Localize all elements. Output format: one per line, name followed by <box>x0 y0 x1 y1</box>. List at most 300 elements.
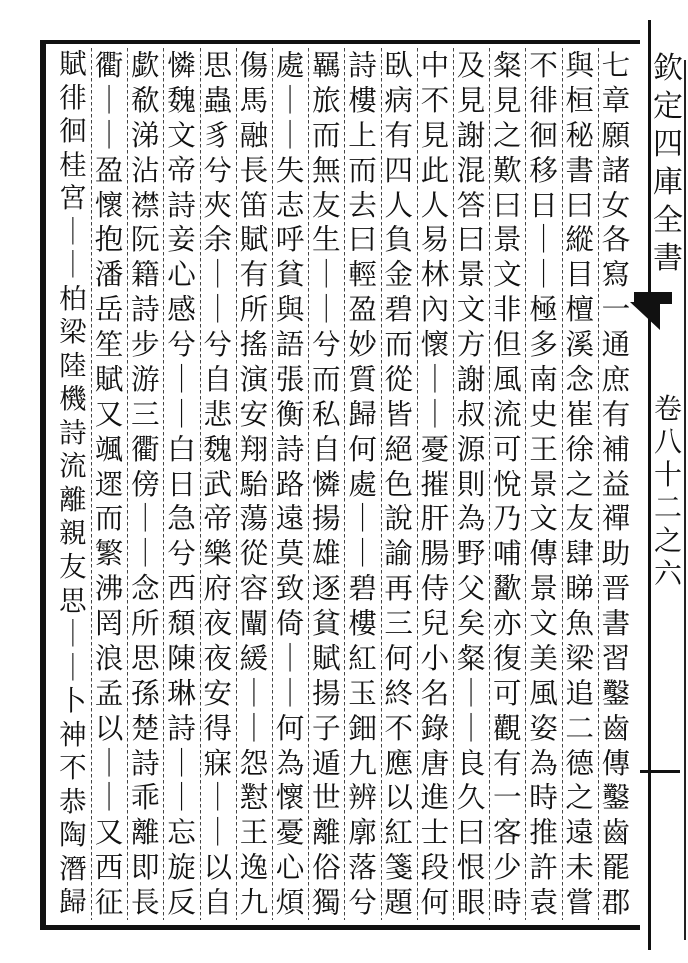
text-char: 補 <box>601 431 631 466</box>
text-char: 遁 <box>311 745 341 780</box>
text-char: 負 <box>384 222 413 257</box>
text-char: 衢 <box>94 48 124 82</box>
text-char: 遝 <box>94 466 124 501</box>
text-char: 語 <box>275 327 305 361</box>
text-char: 魏 <box>203 431 232 466</box>
text-char: 友 <box>59 550 87 583</box>
text-char: 楚 <box>130 710 160 745</box>
text-char: 益 <box>601 466 631 501</box>
text-char: ｜ <box>239 710 269 745</box>
text-char: 見 <box>492 82 522 117</box>
text-char: 蟲 <box>203 82 232 117</box>
text-char: 賦 <box>59 48 87 80</box>
text-char: 魚 <box>565 606 594 640</box>
label-char: 書 <box>653 241 683 276</box>
text-char: 德 <box>565 745 594 780</box>
text-char: 見 <box>456 82 486 117</box>
text-char: 憂 <box>420 431 450 466</box>
text-char: 史 <box>529 396 558 431</box>
text-char: 曰 <box>565 187 594 222</box>
text-char: 恨 <box>456 850 486 885</box>
text-char: 嘗 <box>565 885 594 919</box>
text-char: 流 <box>59 450 87 483</box>
text-char: 得 <box>203 710 232 745</box>
text-char: 沸 <box>94 571 124 606</box>
text-char: 馬 <box>239 82 269 117</box>
text-char: 諭 <box>384 536 413 571</box>
text-char: 詩 <box>167 187 196 222</box>
text-char: 通 <box>601 327 631 361</box>
text-char: 庶 <box>601 361 631 396</box>
text-char: 自 <box>311 431 341 466</box>
text-char: 傍 <box>130 466 160 501</box>
text-char: 所 <box>239 292 269 327</box>
text-char: 謝 <box>456 361 486 396</box>
text-char: 多 <box>529 327 558 361</box>
text-char: 不 <box>59 752 87 785</box>
text-char: 玉 <box>348 675 377 710</box>
text-char: 孫 <box>130 675 160 710</box>
text-char: 張 <box>275 361 305 396</box>
text-char: 兮 <box>348 885 377 919</box>
text-char: 生 <box>311 222 341 257</box>
text-char: 悲 <box>203 396 232 431</box>
label-char: 六 <box>653 557 682 590</box>
text-char: 但 <box>492 327 522 361</box>
text-char: ｜ <box>239 675 269 710</box>
text-char: 俗 <box>311 850 341 885</box>
text-char: 兮 <box>203 152 232 187</box>
text-char: 陸 <box>59 349 87 382</box>
text-char: 風 <box>492 361 522 396</box>
text-char: 莫 <box>275 536 305 571</box>
text-char: 寐 <box>203 745 232 780</box>
text-char: 賦 <box>94 361 124 396</box>
text-char: 何 <box>275 710 305 745</box>
text-char: 陳 <box>167 640 196 675</box>
text-char: 心 <box>167 257 196 292</box>
text-char: 文 <box>529 606 558 640</box>
text-char: 肝 <box>420 501 450 536</box>
text-char: 心 <box>275 850 305 885</box>
text-char: 徐 <box>565 431 594 466</box>
text-char: 遠 <box>275 501 305 536</box>
text-char: 觀 <box>492 710 522 745</box>
text-char: 繁 <box>94 536 124 571</box>
text-char: 遠 <box>565 815 594 850</box>
text-char: 人 <box>420 187 450 222</box>
text-char: 輕 <box>348 257 377 292</box>
text-char: 兮 <box>311 327 341 361</box>
text-char: 浪 <box>94 640 124 675</box>
text-char: 征 <box>94 885 124 919</box>
text-char: 寫 <box>601 257 631 292</box>
text-char: 七 <box>601 48 631 82</box>
text-char: 賦 <box>311 640 341 675</box>
text-char: 眼 <box>456 885 486 919</box>
text-char: 襟 <box>130 187 160 222</box>
text-char: 反 <box>167 885 196 919</box>
text-char: 又 <box>94 396 124 431</box>
text-char: 未 <box>565 850 594 885</box>
text-char: 亦 <box>492 606 522 640</box>
text-char: 齒 <box>601 710 631 745</box>
text-char: 可 <box>492 675 522 710</box>
text-char: 為 <box>456 501 486 536</box>
text-char: 詩 <box>167 710 196 745</box>
text-char: ｜ <box>311 292 341 327</box>
text-char: 旋 <box>167 850 196 885</box>
text-char: 欷 <box>130 82 160 117</box>
text-char: 三 <box>384 606 413 640</box>
text-char: ｜ <box>94 117 124 152</box>
text-char: 文 <box>529 501 558 536</box>
label-char: 二 <box>653 491 682 524</box>
text-char: 笛 <box>239 187 269 222</box>
text-char: 叔 <box>456 396 486 431</box>
text-char: 內 <box>420 292 450 327</box>
text-char: 終 <box>384 675 413 710</box>
text-char: 則 <box>456 466 486 501</box>
text-char: 曰 <box>456 222 486 257</box>
text-char: 紅 <box>348 640 377 675</box>
text-char: 自 <box>203 361 232 396</box>
text-char: ｜ <box>130 501 160 536</box>
text-char: 豸 <box>203 117 232 152</box>
text-char: 悅 <box>492 466 522 501</box>
label-char: 十 <box>653 458 682 491</box>
text-char: 復 <box>492 640 522 675</box>
text-char: 思 <box>130 640 160 675</box>
text-char: ｜ <box>420 361 450 396</box>
text-char: 鑿 <box>601 675 631 710</box>
text-char: 景 <box>529 571 558 606</box>
text-char: 以 <box>203 850 232 885</box>
text-char: 野 <box>456 536 486 571</box>
text-char: 雄 <box>311 536 341 571</box>
text-char: 盈 <box>348 292 377 327</box>
text-char: 不 <box>529 48 558 82</box>
text-char: 夾 <box>203 187 232 222</box>
text-char: ｜ <box>59 249 87 282</box>
text-char: 睇 <box>565 571 594 606</box>
text-char: 蕩 <box>239 501 269 536</box>
text-char: 貧 <box>275 257 305 292</box>
text-char: 憐 <box>311 466 341 501</box>
text-char: 為 <box>275 745 305 780</box>
text-char: 緩 <box>239 640 269 675</box>
text-char: 溪 <box>565 327 594 361</box>
text-char: 歸 <box>348 396 377 431</box>
text-char: 神 <box>59 718 87 751</box>
text-char: 帝 <box>203 501 232 536</box>
text-char: 有 <box>492 745 522 780</box>
text-char: 徘 <box>529 82 558 117</box>
text-char: 離 <box>59 483 87 516</box>
text-char: 急 <box>167 501 196 536</box>
text-char: 箋 <box>384 850 413 885</box>
text-char: 碧 <box>384 292 413 327</box>
text-char: ｜ <box>59 651 87 684</box>
text-char: 不 <box>420 82 450 117</box>
text-char: 柏 <box>59 282 87 315</box>
text-char: 徊 <box>529 117 558 152</box>
text-char: 衡 <box>275 396 305 431</box>
text-char: 混 <box>456 152 486 187</box>
text-char: 西 <box>94 850 124 885</box>
text-char: 又 <box>94 815 124 850</box>
text-char: 詩 <box>130 292 160 327</box>
text-char: 崔 <box>565 396 594 431</box>
text-char: 感 <box>167 292 196 327</box>
book-title <box>648 50 688 278</box>
text-char: 林 <box>420 257 450 292</box>
text-char: 源 <box>456 431 486 466</box>
text-char: 書 <box>601 606 631 640</box>
text-char: 倚 <box>275 606 305 640</box>
text-char: 白 <box>167 431 196 466</box>
text-char: 懟 <box>239 780 269 815</box>
text-char: 縱 <box>565 222 594 257</box>
text-char: 兒 <box>420 606 450 640</box>
text-char: 長 <box>239 152 269 187</box>
text-char: ｜ <box>203 292 232 327</box>
text-char: 宮 <box>59 182 87 215</box>
text-char: 友 <box>565 501 594 536</box>
text-char: 離 <box>311 815 341 850</box>
text-char: 文 <box>492 257 522 292</box>
text-char: 孟 <box>94 675 124 710</box>
text-char: 袁 <box>529 885 558 919</box>
text-char: ｜ <box>59 618 87 651</box>
text-char: 余 <box>203 222 232 257</box>
text-char: 桓 <box>565 82 594 117</box>
text-char: 而 <box>348 152 377 187</box>
text-char: 之 <box>492 117 522 152</box>
text-char: 賦 <box>239 222 269 257</box>
text-char: 肆 <box>565 536 594 571</box>
text-char: 沾 <box>130 152 160 187</box>
text-char: 姿 <box>529 710 558 745</box>
text-char: ｜ <box>348 536 377 571</box>
text-char: 一 <box>492 780 522 815</box>
text-char: 思 <box>59 584 87 617</box>
text-char: ｜ <box>456 675 486 710</box>
text-char: 曰 <box>348 222 377 257</box>
text-char: 名 <box>420 675 450 710</box>
text-char: 樓 <box>348 606 377 640</box>
text-char: 絕 <box>384 431 413 466</box>
text-char: 懷 <box>275 780 305 815</box>
text-char: 容 <box>239 571 269 606</box>
text-char: 兮 <box>203 327 232 361</box>
text-char: 傷 <box>239 48 269 82</box>
text-char: 羈 <box>311 48 341 82</box>
text-char: 帝 <box>167 152 196 187</box>
text-char: 見 <box>420 117 450 152</box>
text-char: 步 <box>130 327 160 361</box>
text-char: 罷 <box>601 850 631 885</box>
text-column <box>48 48 98 920</box>
text-char: ｜ <box>275 117 305 152</box>
text-char: 時 <box>492 885 522 919</box>
text-char: 久 <box>456 780 486 815</box>
text-char: 逸 <box>239 850 269 885</box>
text-char: 之 <box>565 466 594 501</box>
text-char: 安 <box>239 396 269 431</box>
label-char: 欽 <box>653 51 683 86</box>
text-char: ｜ <box>94 745 124 780</box>
text-char: 目 <box>565 257 594 292</box>
text-char: 以 <box>94 710 124 745</box>
text-char: 二 <box>565 710 594 745</box>
text-char: 題 <box>384 885 413 919</box>
text-char: 呼 <box>275 222 305 257</box>
text-char: 梁 <box>565 640 594 675</box>
text-char: 上 <box>348 117 377 152</box>
text-char: 傳 <box>529 536 558 571</box>
text-char: 西 <box>167 571 196 606</box>
text-char: 紅 <box>384 815 413 850</box>
text-char: 抱 <box>94 222 124 257</box>
text-char: 段 <box>420 850 450 885</box>
text-char: 徊 <box>59 115 87 148</box>
text-char: 武 <box>203 466 232 501</box>
text-char: 岳 <box>94 292 124 327</box>
text-char: 詩 <box>275 431 305 466</box>
text-char: 少 <box>492 850 522 885</box>
label-char: 八 <box>653 425 682 458</box>
text-char: 從 <box>239 536 269 571</box>
text-char: 去 <box>348 187 377 222</box>
text-char: 客 <box>492 815 522 850</box>
text-char: 無 <box>311 152 341 187</box>
text-char: 颯 <box>94 431 124 466</box>
text-char: 父 <box>456 571 486 606</box>
text-char: 中 <box>420 48 450 82</box>
text-char: 安 <box>203 675 232 710</box>
text-char: 辨 <box>348 780 377 815</box>
text-char: 何 <box>384 640 413 675</box>
text-char: 笙 <box>94 327 124 361</box>
text-char: 志 <box>275 187 305 222</box>
text-char: 哺 <box>492 536 522 571</box>
text-char: 煩 <box>275 885 305 919</box>
text-char: 揚 <box>311 675 341 710</box>
text-char: ｜ <box>275 675 305 710</box>
text-char: 潛 <box>59 852 87 885</box>
text-char: 長 <box>130 885 160 919</box>
text-char: 魏 <box>167 82 196 117</box>
text-char: 梁 <box>59 316 87 349</box>
text-char: ｜ <box>167 780 196 815</box>
text-char: 文 <box>456 292 486 327</box>
volume-label <box>648 392 688 590</box>
text-char: 說 <box>384 501 413 536</box>
text-char: 唐 <box>420 745 450 780</box>
text-char: ｜ <box>167 361 196 396</box>
text-char: 粲 <box>456 640 486 675</box>
text-char: 鑿 <box>601 780 631 815</box>
text-char: 潘 <box>94 257 124 292</box>
text-char: 桂 <box>59 148 87 181</box>
text-char: ｜ <box>167 396 196 431</box>
text-char: 追 <box>565 675 594 710</box>
text-char: ｜ <box>94 82 124 117</box>
text-char: 曰 <box>456 815 486 850</box>
text-char: 陶 <box>59 819 87 852</box>
text-char: 處 <box>348 466 377 501</box>
text-char: 此 <box>420 152 450 187</box>
text-char: 頹 <box>167 606 196 640</box>
text-char: 阮 <box>130 222 160 257</box>
label-char: 全 <box>653 203 683 238</box>
text-char: 詩 <box>130 745 160 780</box>
text-char: 有 <box>601 396 631 431</box>
label-char: 四 <box>653 127 683 162</box>
text-char: 可 <box>492 431 522 466</box>
text-char: 有 <box>239 257 269 292</box>
text-char: 駘 <box>239 466 269 501</box>
text-char: ｜ <box>167 745 196 780</box>
text-char: 良 <box>456 745 486 780</box>
text-char: 罔 <box>94 606 124 640</box>
text-char: ｜ <box>203 257 232 292</box>
text-char: 侍 <box>420 571 450 606</box>
text-char: 金 <box>384 257 413 292</box>
text-char: 何 <box>420 885 450 919</box>
text-char: 禪 <box>601 501 631 536</box>
text-char: 歸 <box>59 886 87 919</box>
text-char: ｜ <box>529 222 558 257</box>
text-char: 九 <box>239 885 269 919</box>
text-char: 琳 <box>167 675 196 710</box>
text-char: 而 <box>311 361 341 396</box>
text-char: 景 <box>492 222 522 257</box>
text-char: 籍 <box>130 257 160 292</box>
text-char: 衢 <box>130 431 160 466</box>
text-char: 盈 <box>94 152 124 187</box>
text-char: 而 <box>311 117 341 152</box>
text-char: 時 <box>529 780 558 815</box>
text-char: 摧 <box>420 466 450 501</box>
text-char: 再 <box>384 571 413 606</box>
text-char: 從 <box>384 361 413 396</box>
text-char: 歠 <box>492 571 522 606</box>
text-char: 晋 <box>601 571 631 606</box>
text-char: 謝 <box>456 117 486 152</box>
text-char: 流 <box>492 396 522 431</box>
text-char: ｜ <box>94 780 124 815</box>
text-char: 而 <box>94 501 124 536</box>
text-char: ｜ <box>456 710 486 745</box>
text-char: ｜ <box>275 640 305 675</box>
text-char: 獨 <box>311 885 341 919</box>
text-char: 何 <box>348 431 377 466</box>
text-char: 景 <box>529 466 558 501</box>
text-char: ｜ <box>348 501 377 536</box>
text-char: 闡 <box>239 606 269 640</box>
text-char: 貧 <box>311 606 341 640</box>
text-char: 臥 <box>384 48 413 82</box>
text-char: 曰 <box>492 187 522 222</box>
text-char: 揚 <box>311 501 341 536</box>
text-char: ｜ <box>275 82 305 117</box>
text-char: 乖 <box>130 780 160 815</box>
text-char: 不 <box>384 710 413 745</box>
text-char: 離 <box>130 815 160 850</box>
text-char: 友 <box>311 187 341 222</box>
